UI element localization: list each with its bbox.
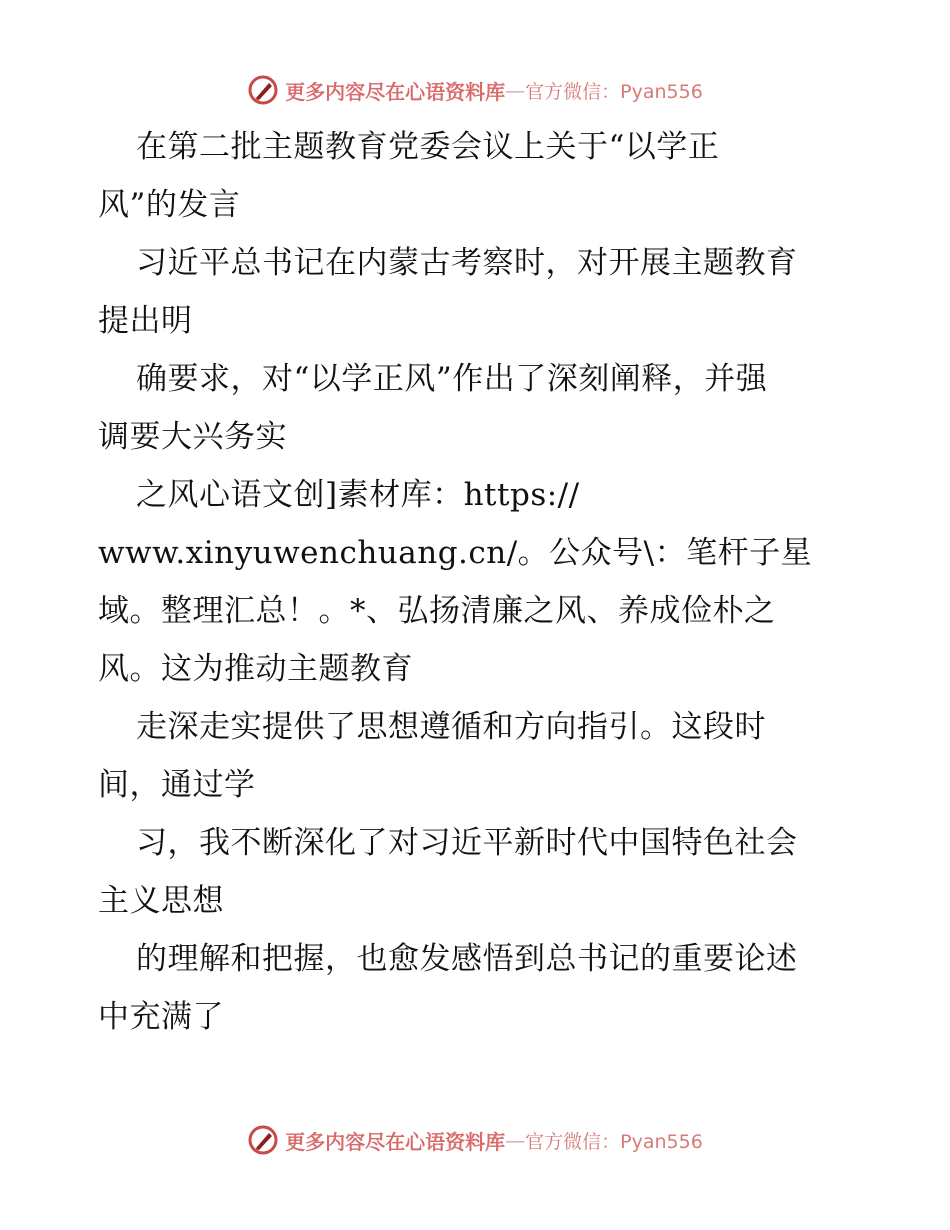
text-line: 域。整理汇总！。*、弘扬清廉之风、养成俭朴之 — [98, 593, 776, 629]
pen-circle-logo-icon — [247, 1124, 279, 1156]
footer-banner — [0, 1120, 950, 1160]
pen-circle-logo-icon — [247, 74, 279, 106]
text-line: 的理解和把握，也愈发感悟到总书记的重要论述 — [136, 941, 798, 977]
text-line: 提出明 — [98, 303, 193, 339]
text-line: 习，我不断深化了对习近平新时代中国特色社会 — [136, 825, 798, 861]
banner-text: 更多内容尽在心语资料库 — [285, 79, 506, 104]
header-banner — [0, 70, 950, 110]
text-line: www.xinyuwenchuang.cn/。公众号\：笔杆子星 — [98, 535, 813, 571]
banner-contact: 官方微信：Pyan556 — [525, 80, 703, 103]
text-line: 风。这为推动主题教育 — [98, 651, 413, 687]
text-line: 习近平总书记在内蒙古考察时，对开展主题教育 — [136, 245, 798, 281]
text-line: 确要求，对“以学正风”作出了深刻阐释，并强 — [136, 361, 768, 397]
text-line: 间，通过学 — [98, 767, 256, 803]
banner-contact: 官方微信：Pyan556 — [525, 1130, 703, 1153]
text-line: 中充满了 — [98, 999, 224, 1035]
text-line: 调要大兴务实 — [98, 419, 287, 455]
banner-separator: — — [505, 1128, 526, 1152]
text-line: 之风心语文创]素材库：https:// — [136, 477, 580, 513]
banner-separator: — — [505, 78, 526, 102]
text-line: 走深走实提供了思想遵循和方向指引。这段时 — [136, 709, 766, 745]
text-line: 主义思想 — [98, 883, 224, 919]
document-body — [98, 118, 858, 1046]
banner-text: 更多内容尽在心语资料库 — [285, 1129, 506, 1154]
text-line: 在第二批主题教育党委会议上关于“以学正 — [136, 129, 720, 165]
text-line: 风”的发言 — [98, 187, 241, 223]
